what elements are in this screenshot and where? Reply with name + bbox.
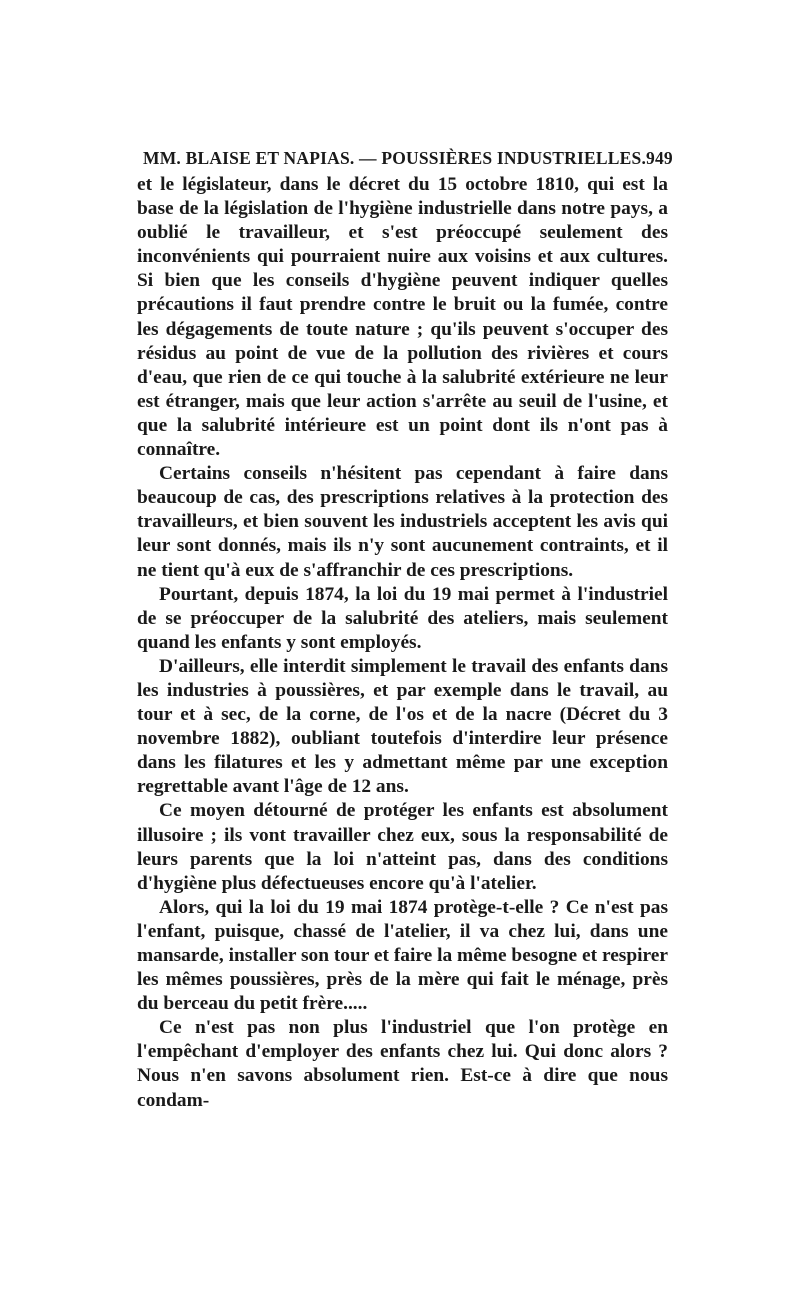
running-title: MM. BLAISE ET NAPIAS. — POUSSIÈRES INDUSTRIELLES. <box>143 148 647 168</box>
page-number: 949 <box>646 148 673 168</box>
running-head <box>137 148 673 169</box>
paragraph: D'ailleurs, elle interdit simplement le travail des enfants dans les industries à poussières, et par exemple dans le travail, au tour et à sec, de la corne, de l'os et de la nacre (Décret du 3 novembre 1882), oubliant toutefois d'interdire leur présence dans les filatures et les y admettant même par une exception regrettable avant l'âge de 12 ans. <box>137 655 668 798</box>
book-page <box>137 148 673 1113</box>
body-text <box>137 173 668 1113</box>
paragraph: Ce n'est pas non plus l'industriel que l'on protège en l'empêchant d'employer des enfants chez lui. Qui donc alors ? Nous n'en savons absolument rien. Est-ce à dire que nous condam- <box>137 1017 668 1111</box>
paragraph: Pourtant, depuis 1874, la loi du 19 mai permet à l'industriel de se préoccuper de la salubrité des ateliers, mais seulement quand les enfants y sont employés. <box>137 583 668 653</box>
paragraph: Certains conseils n'hésitent pas cependant à faire dans beaucoup de cas, des prescriptions relatives à la protection des travailleurs, et bien souvent les industriels acceptent les avis qui leur sont donnés, mais ils n'y sont aucunement contraints, et il ne tient qu'à eux de s'affranchir de ces prescriptions. <box>137 463 668 581</box>
paragraph: Ce moyen détourné de protéger les enfants est absolument illusoire ; ils vont travailler chez eux, sous la responsabilité de leurs parents que la loi n'atteint pas, dans des conditions d'hygiène plus défectueuses encore qu'à l'atelier. <box>137 800 668 894</box>
paragraph: Alors, qui la loi du 19 mai 1874 protège-t-elle ? Ce n'est pas l'enfant, puisque, chassé de l'atelier, il va chez lui, dans une mansarde, installer son tour et faire la même besogne et respirer les mêmes poussières, près de la mère qui fait le ménage, près du berceau du petit frère..... <box>137 896 668 1015</box>
paragraph: et le législateur, dans le décret du 15 octobre 1810, qui est la base de la législation de l'hygiène industrielle dans notre pays, a oublié le travailleur, et s'est préoccupé seulement des inconvénients qui pourraient nuire aux voisins et aux cultures. Si bien que les conseils d'hygiène peuvent indiquer quelles précautions il faut prendre contre le bruit ou la fumée, contre les dégagements de toute nature ; qu'ils peuvent s'occuper des résidus au point de vue de la pollution des rivières et cours d'eau, que rien de ce qui touche à la salubrité extérieure ne leur est étranger, mais que leur action s'arrête au seuil de l'usine, et que la salubrité intérieure est un point dont ils n'ont pas à connaître. <box>137 174 668 461</box>
